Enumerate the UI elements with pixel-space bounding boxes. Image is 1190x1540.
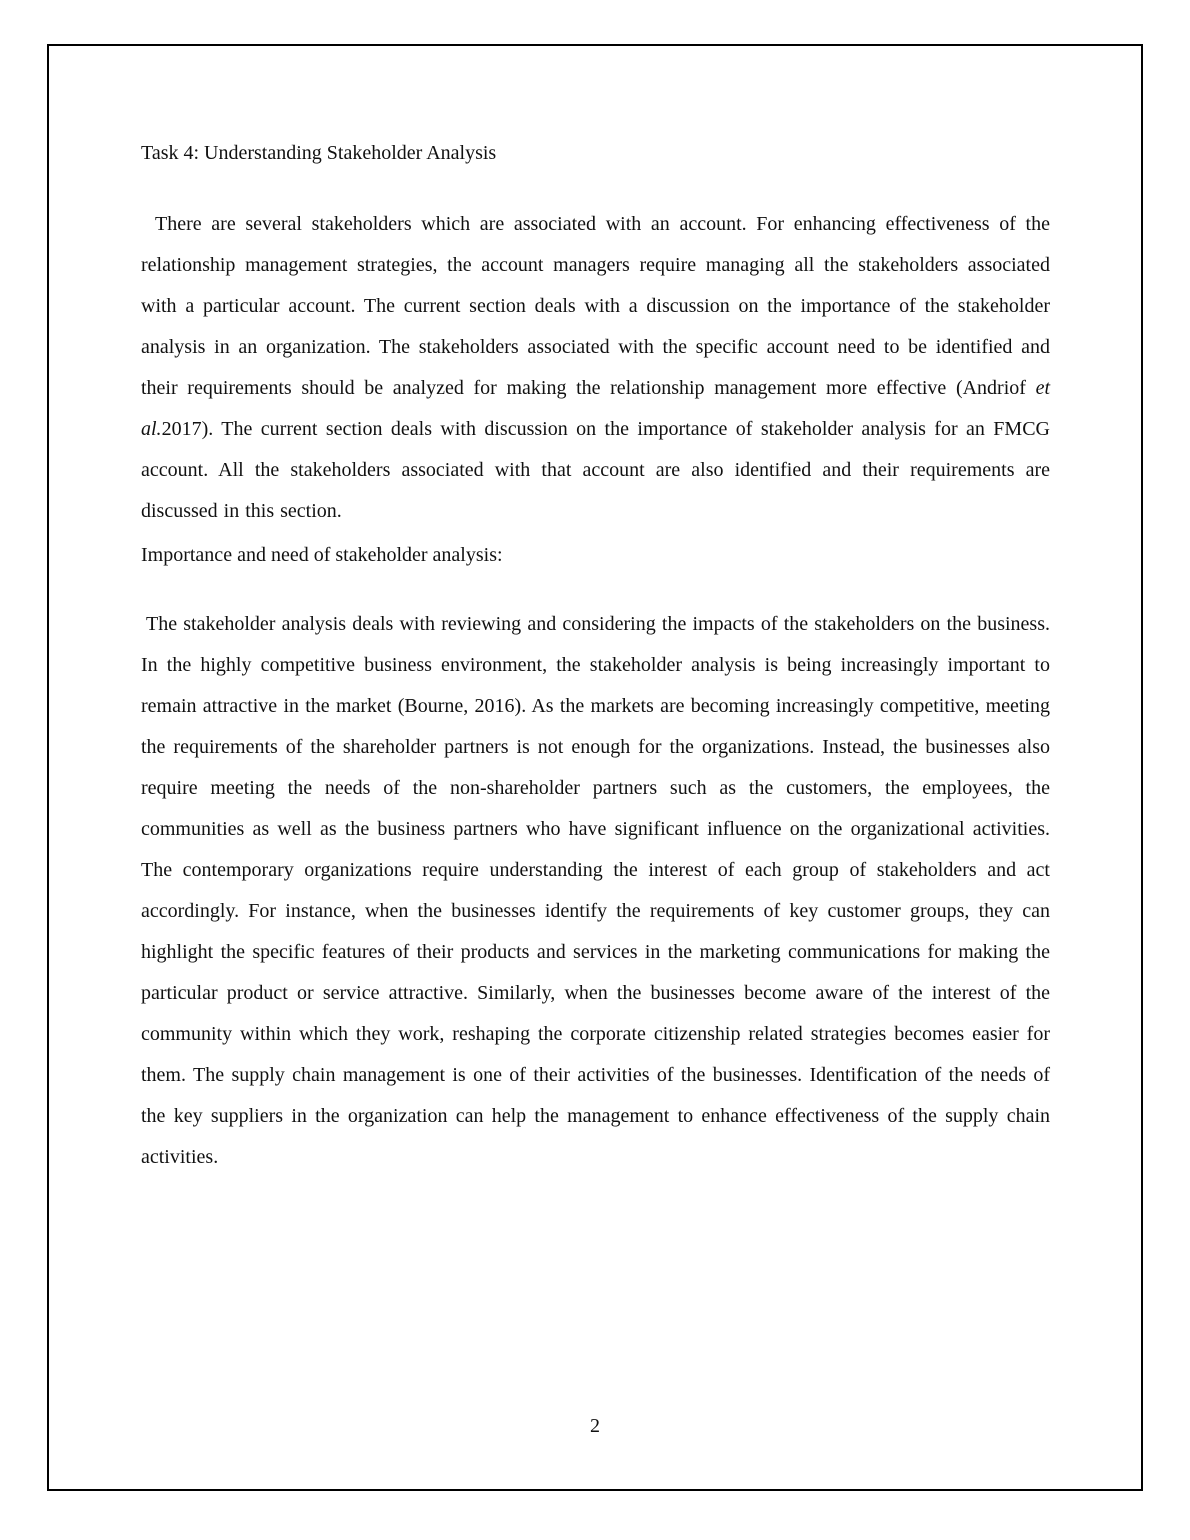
paragraph-importance-need: The stakeholder analysis deals with reviewing and considering the impacts of the stakeholders on the business. In the highly competitive business environment, the stakeholder analysis is being increasingly important to remain attractive in the market (Bourne, 2016). As the markets are becoming increasingly competitive, meeting the requirements of the shareholder partners is not enough for the organizations. Instead, the businesses also require meeting the needs of the non-shareholder partners such as the customers, the employees, the communities as well as the business partners who have significant influence on the organizational activities. The contemporary organizations require understanding the interest of each group of stakeholders and act accordingly. For instance, when the businesses identify the requirements of key customer groups, they can highlight the specific features of their products and services in the marketing communications for making the particular product or service attractive. Similarly, when the businesses become aware of the interest of the community within which they work, reshaping the corporate citizenship related strategies becomes easier for them. The supply chain management is one of their activities of the businesses. Identification of the needs of the key suppliers in the organization can help the management to enhance effectiveness of the supply chain activities.: [141, 613, 1050, 1168]
page-number: 2: [590, 1415, 600, 1437]
section-heading-importance: Importance and need of stakeholder analysis:: [141, 544, 503, 566]
paragraph-stakeholder-intro: There are several stakeholders which are associated with an account. For enhancing effectiveness of the relationship management strategies, the account managers require managing all the stakeholders associated with a particular account. The current section deals with a discussion on the importance of the stakeholder analysis in an organization. The stakeholders associated with the specific account need to be identified and their requirements should be analyzed for making the relationship management more effective (Andriof et al.2017). The current section deals with discussion on the importance of stakeholder analysis for an FMCG account. All the stakeholders associated with that account are also identified and their requirements are discussed in this section.: [141, 213, 1050, 522]
document-title: Task 4: Understanding Stakeholder Analysis: [141, 142, 497, 164]
document-content: [141, 142, 1050, 1178]
